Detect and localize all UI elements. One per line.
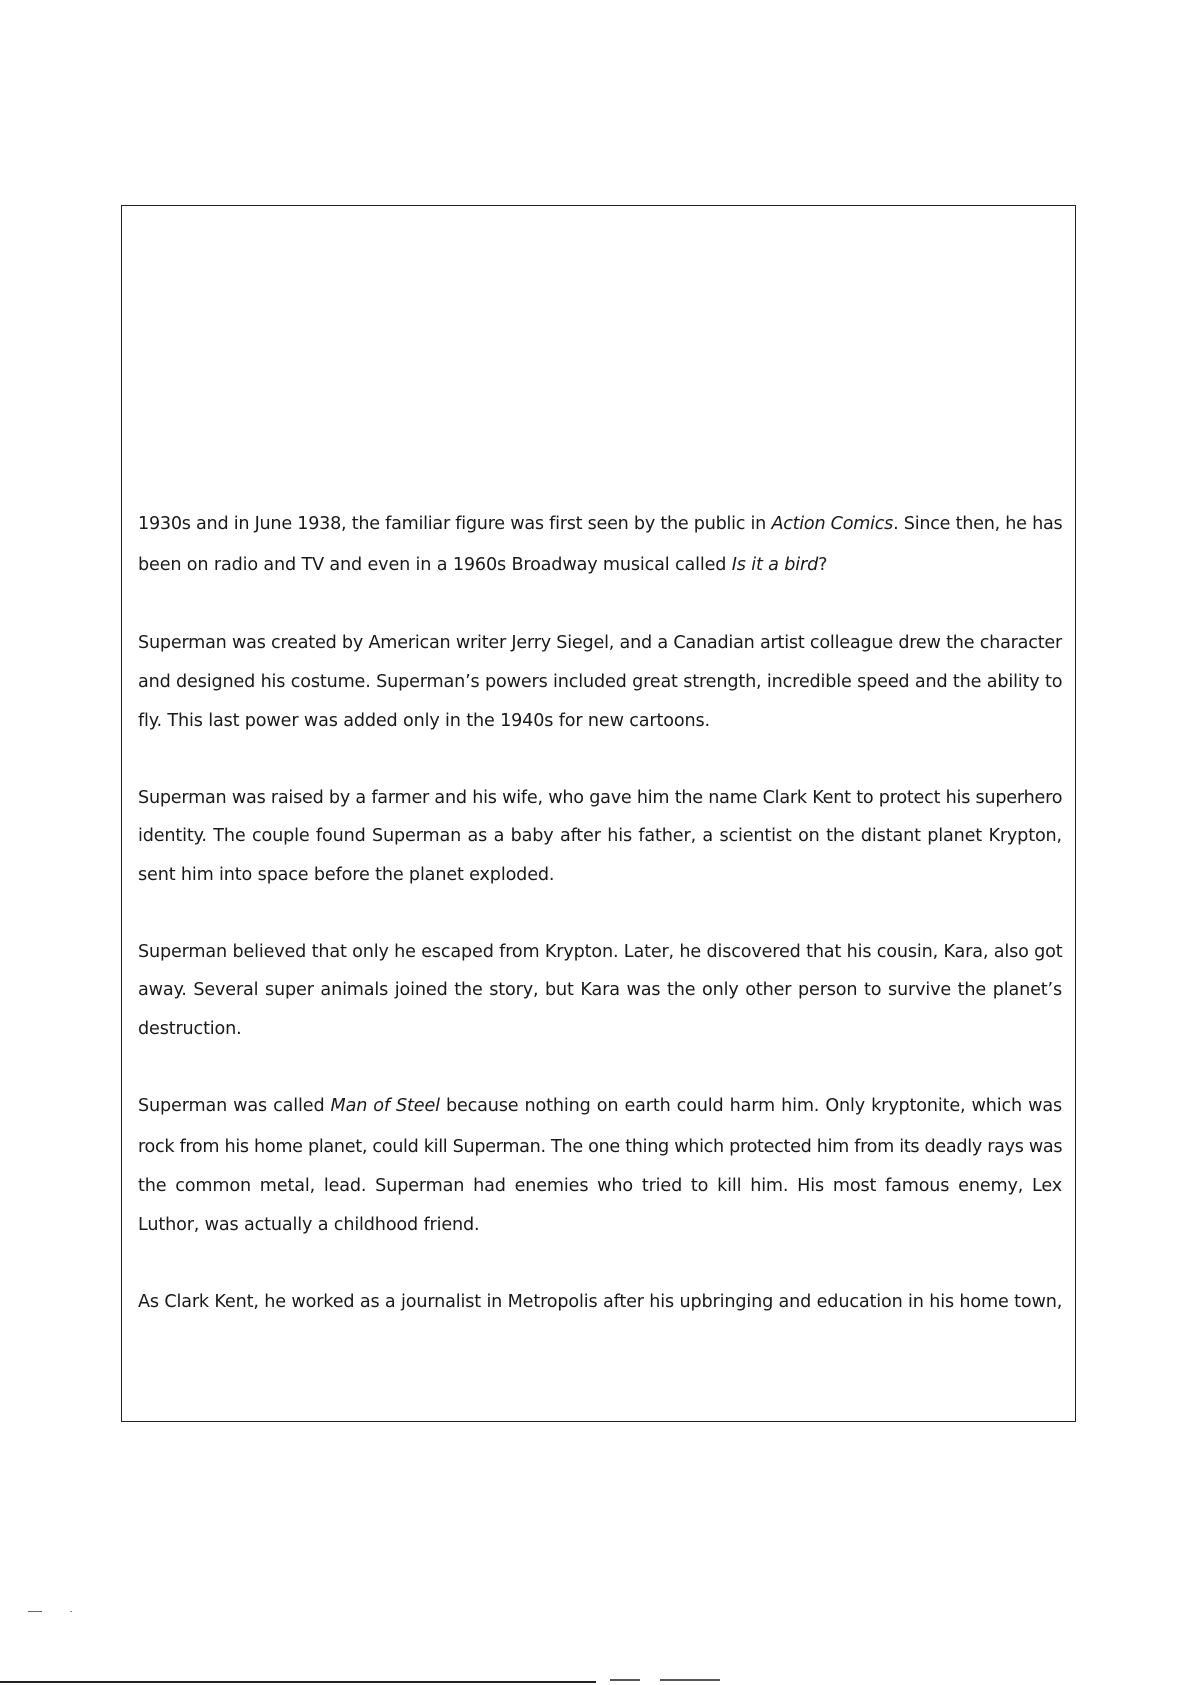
- paragraph-4-line-1: Superman believed that only he escaped from Krypton. Later, he discovered that his cousin, Kara, also got: [138, 942, 1063, 962]
- text-run: Superman was called: [138, 1096, 331, 1116]
- paragraph-5-line-1: [138, 1094, 1062, 1118]
- footer-rule: [0, 1681, 596, 1683]
- paragraph-2-line-1: Superman was created by American writer Jerry Siegel, and a Canadian artist colleague drew the character: [138, 633, 1062, 653]
- paragraph-5-line-4: Luthor, was actually a childhood friend.: [138, 1215, 480, 1235]
- paragraph-6-line-1: As Clark Kent, he worked as a journalist in Metropolis after his upbringing and education in his home town,: [138, 1292, 1063, 1312]
- italic-title-action-comics: Action Comics: [771, 514, 894, 534]
- text-box-border: [121, 205, 1076, 1422]
- paragraph-3-line-3: sent him into space before the planet exploded.: [138, 865, 555, 885]
- paragraph-2-line-3: fly. This last power was added only in the 1940s for new cartoons.: [138, 711, 710, 731]
- paragraph-5-line-2: rock from his home planet, could kill Superman. The one thing which protected him from its deadly rays was: [138, 1137, 1063, 1157]
- paragraph-3-line-1: Superman was raised by a farmer and his wife, who gave him the name Clark Kent to protect his superhero: [138, 788, 1063, 808]
- paragraph-4-line-3: destruction.: [138, 1019, 242, 1039]
- paragraph-5-line-3: the common metal, lead. Superman had enemies who tried to kill him. His most famous enemy, Lex: [138, 1176, 1062, 1196]
- text-run: because nothing on earth could harm him. Only kryptonite, which was: [439, 1096, 1062, 1116]
- text-run: ?: [818, 555, 828, 575]
- footer-fragment: [610, 1679, 640, 1681]
- scan-mark: [28, 1611, 42, 1612]
- italic-title-man-of-steel: Man of Steel: [330, 1096, 440, 1116]
- paragraph-4-line-2: away. Several super animals joined the story, but Kara was the only other person to survive the planet’s: [138, 980, 1062, 1000]
- paragraph-3-line-2: identity. The couple found Superman as a baby after his father, a scientist on the distant planet Krypton,: [138, 826, 1062, 846]
- paragraph-2-line-2: and designed his costume. Superman’s powers included great strength, incredible speed and the ability to: [138, 672, 1063, 692]
- italic-title-is-it-a-bird: Is it a bird: [731, 555, 819, 575]
- text-run: . Since then, he has: [893, 514, 1063, 534]
- paragraph-1-line-2: [138, 553, 1062, 577]
- scan-mark: [70, 1611, 72, 1612]
- paragraph-1-line-1: [138, 512, 1062, 536]
- text-run: been on radio and TV and even in a 1960s Broadway musical called: [138, 555, 732, 575]
- text-run: 1930s and in June 1938, the familiar figure was first seen by the public in: [138, 514, 772, 534]
- footer-fragment: [660, 1679, 720, 1681]
